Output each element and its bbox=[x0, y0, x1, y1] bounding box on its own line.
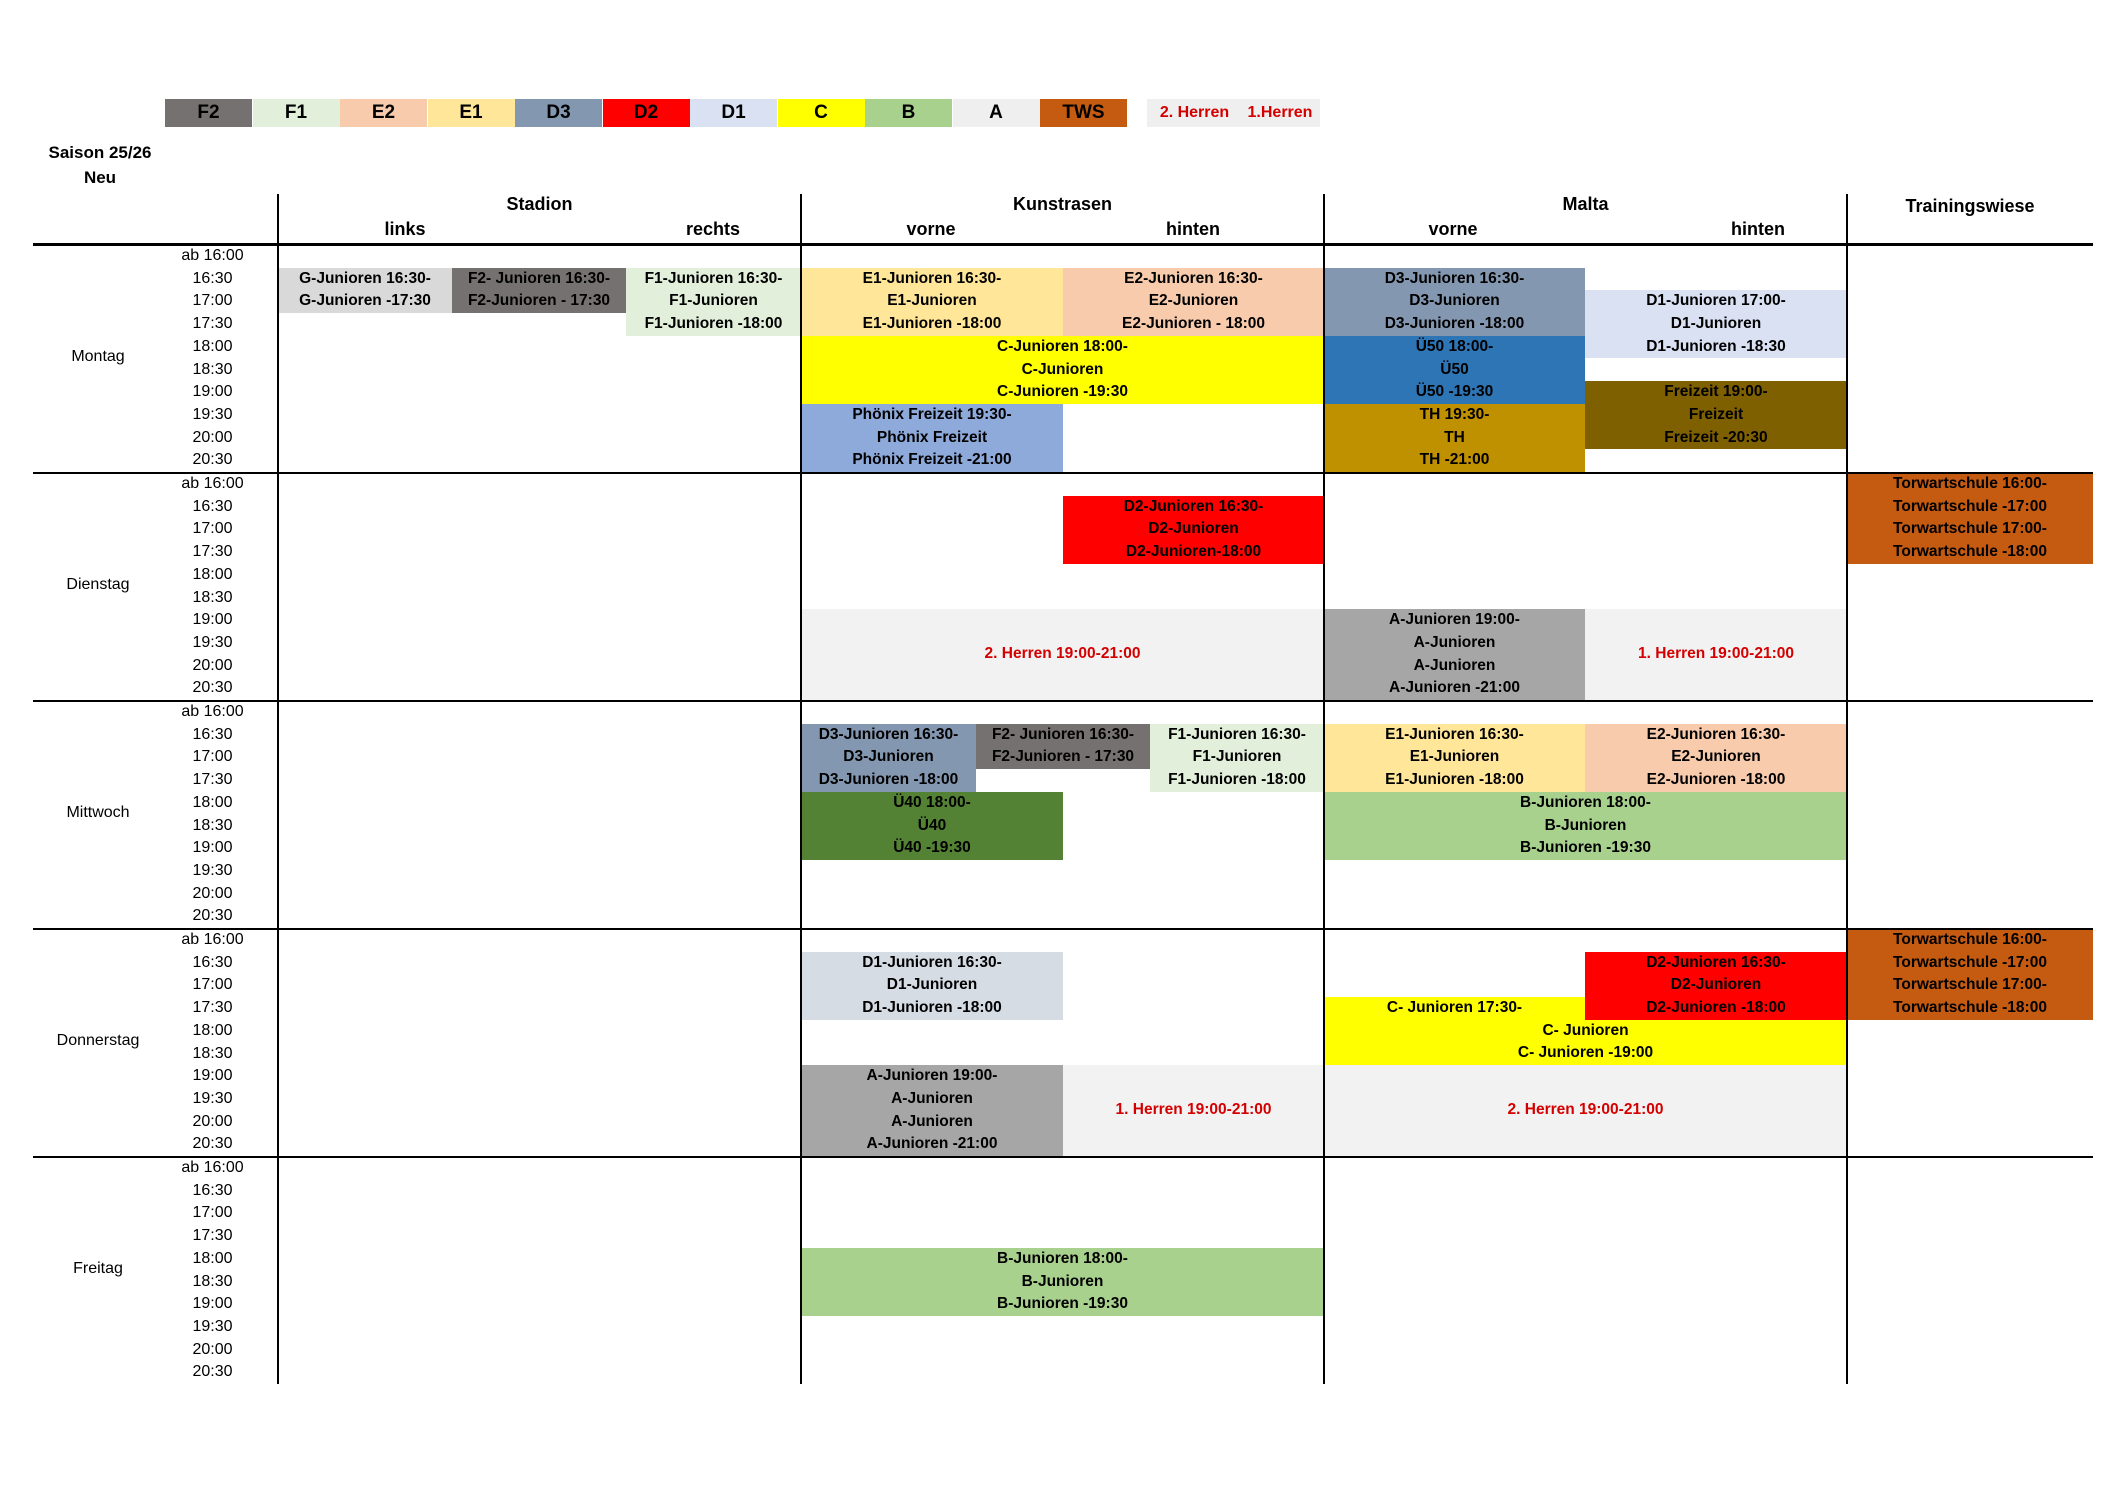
block-text-line: D3-Junioren 16:30- bbox=[818, 725, 959, 743]
block-text-line: A-Junioren -21:00 bbox=[866, 1135, 998, 1153]
day-label-dienstag: Dienstag bbox=[66, 575, 130, 593]
block-text-line: Torwartschule -18:00 bbox=[1893, 999, 2047, 1017]
time-label: 17:00 bbox=[192, 976, 233, 994]
block-text-line: E2-Junioren bbox=[1671, 748, 1761, 766]
training-block bbox=[1585, 724, 1847, 792]
subfield-kunstrasen-hinten: hinten bbox=[1166, 219, 1220, 239]
training-block bbox=[1324, 792, 1847, 860]
block-text-line: B-Junioren 18:00- bbox=[997, 1249, 1128, 1267]
subfield-rechts: rechts bbox=[685, 219, 741, 239]
block-text-line: F1-Junioren bbox=[1192, 748, 1282, 766]
training-block bbox=[801, 336, 1324, 404]
block-text-line: E1-Junioren 16:30- bbox=[862, 269, 1002, 287]
venue-kunstrasen: Kunstrasen bbox=[1012, 194, 1113, 214]
block-text-line: D2-Junioren bbox=[1148, 520, 1239, 538]
block-text-line: B-Junioren -19:30 bbox=[997, 1295, 1128, 1313]
training-block bbox=[1585, 290, 1847, 358]
block-text-line: C-Junioren -19:30 bbox=[997, 383, 1128, 401]
training-block bbox=[1324, 404, 1585, 472]
block-text-line: 1. Herren 19:00-21:00 bbox=[1115, 1101, 1272, 1119]
block-text-line: A-Junioren -21:00 bbox=[1389, 679, 1520, 697]
block-text-line: C- Junioren bbox=[1542, 1021, 1629, 1039]
block-text-line: C-Junioren 18:00- bbox=[997, 337, 1128, 355]
time-label: ab 16:00 bbox=[181, 1159, 244, 1176]
day-label-freitag: Freitag bbox=[73, 1259, 123, 1277]
block-text-line: E1-Junioren -18:00 bbox=[862, 315, 1002, 333]
block-text-line: Ü40 -19:30 bbox=[893, 839, 971, 857]
block-text-line: D2-Junioren 16:30- bbox=[1123, 497, 1264, 515]
time-label: 19:00 bbox=[192, 1067, 233, 1085]
training-block bbox=[452, 268, 626, 313]
block-text-line: E1-Junioren -18:00 bbox=[1385, 771, 1524, 789]
time-label: 18:00 bbox=[192, 337, 233, 355]
block-text-line: F1-Junioren -18:00 bbox=[1168, 771, 1306, 789]
block-text-line: Freizeit bbox=[1688, 405, 1744, 423]
block-text-line: A-Junioren bbox=[1413, 633, 1496, 651]
block-text-line: TH -21:00 bbox=[1419, 451, 1490, 469]
header-divider bbox=[33, 243, 2093, 246]
training-block bbox=[801, 1248, 1324, 1316]
block-text-line: Ü50 -19:30 bbox=[1415, 383, 1494, 401]
legend-item-d1: D1 bbox=[690, 99, 777, 127]
block-text-line: F1-Junioren 16:30- bbox=[1168, 725, 1306, 743]
block-text-line: C-Junioren bbox=[1021, 360, 1104, 378]
training-block bbox=[976, 724, 1150, 769]
block-text-line: D1-Junioren -18:00 bbox=[862, 999, 1002, 1017]
day-divider bbox=[33, 472, 2093, 474]
subfield-links: links bbox=[384, 219, 426, 239]
time-label: 17:00 bbox=[192, 748, 233, 766]
time-label: ab 16:00 bbox=[181, 475, 244, 492]
time-label: 19:30 bbox=[192, 633, 233, 651]
legend-item-c: C bbox=[778, 99, 865, 127]
training-block bbox=[801, 268, 1063, 336]
training-block bbox=[801, 404, 1063, 472]
block-text-line: D3-Junioren bbox=[1409, 292, 1500, 310]
training-block bbox=[1324, 336, 1585, 404]
block-text-line: A-Junioren 19:00- bbox=[866, 1067, 998, 1085]
training-block bbox=[626, 268, 801, 336]
block-text-line: D3-Junioren 16:30- bbox=[1384, 269, 1525, 287]
time-label: 16:30 bbox=[192, 269, 233, 287]
training-block bbox=[1150, 724, 1324, 792]
block-text-line: Phönix Freizeit bbox=[876, 428, 988, 446]
block-text-line: E2-Junioren - 18:00 bbox=[1122, 315, 1265, 333]
time-label: 16:30 bbox=[192, 725, 233, 743]
training-block bbox=[801, 724, 976, 792]
venue-malta: Malta bbox=[1562, 194, 1609, 214]
time-label: 20:30 bbox=[192, 1135, 233, 1153]
training-block bbox=[1847, 473, 2093, 564]
block-text-line: E2-Junioren bbox=[1148, 292, 1239, 310]
block-text-line: TH bbox=[1444, 428, 1465, 446]
block-text-line: Torwartschule 17:00- bbox=[1893, 520, 2047, 538]
training-block bbox=[801, 792, 1063, 860]
block-text-line: 2. Herren 19:00-21:00 bbox=[1507, 1101, 1664, 1119]
season-title: Saison 25/26 bbox=[48, 143, 152, 162]
legend-item-tws: TWS bbox=[1040, 99, 1127, 127]
time-label: ab 16:00 bbox=[181, 931, 244, 948]
block-text-line: F1-Junioren -18:00 bbox=[644, 315, 783, 333]
legend-1-herren: 1.Herren bbox=[1247, 104, 1313, 121]
block-text-line: C- Junioren -19:00 bbox=[1517, 1044, 1654, 1062]
block-text-line: E2-Junioren -18:00 bbox=[1646, 771, 1786, 789]
block-text-line: F2-Junioren - 17:30 bbox=[467, 292, 611, 310]
training-block bbox=[1324, 724, 1585, 792]
block-text-line: B-Junioren -19:30 bbox=[1520, 839, 1651, 857]
venue-trainingswiese: Trainingswiese bbox=[1905, 196, 2035, 216]
time-label: 17:30 bbox=[192, 771, 233, 789]
block-text-line: Torwartschule 16:00- bbox=[1893, 475, 2047, 492]
time-label: 20:30 bbox=[192, 451, 233, 469]
season-subtitle: Neu bbox=[83, 168, 117, 187]
time-label: 19:00 bbox=[192, 383, 233, 401]
legend-item-a: A bbox=[953, 99, 1040, 127]
time-label: 18:00 bbox=[192, 1021, 233, 1039]
block-text-line: D2-Junioren -18:00 bbox=[1646, 999, 1786, 1017]
training-block bbox=[1063, 268, 1324, 336]
legend-item-f1: F1 bbox=[253, 99, 340, 127]
block-text-line: D2-Junioren bbox=[1670, 976, 1762, 994]
block-text-line: Freizeit -20:30 bbox=[1664, 428, 1768, 446]
time-label: 19:00 bbox=[192, 1295, 233, 1313]
block-text-line: D1-Junioren -18:30 bbox=[1646, 337, 1786, 355]
block-text-line: E1-Junioren 16:30- bbox=[1385, 725, 1524, 743]
time-label: 18:30 bbox=[192, 1044, 233, 1062]
block-text-line: F2- Junioren 16:30- bbox=[467, 269, 611, 287]
block-text-line: B-Junioren bbox=[1544, 816, 1627, 834]
time-label: 17:30 bbox=[192, 999, 233, 1017]
time-label: 20:00 bbox=[192, 656, 233, 674]
block-text-line: Torwartschule 16:00- bbox=[1893, 931, 2047, 948]
legend-item-d2: D2 bbox=[603, 99, 690, 127]
training-block bbox=[1324, 1065, 1847, 1156]
venue-stadion: Stadion bbox=[506, 194, 573, 214]
block-text-line: F1-Junioren bbox=[669, 292, 758, 310]
training-block bbox=[1324, 609, 1585, 700]
block-text-line: Phönix Freizeit -21:00 bbox=[852, 451, 1012, 469]
time-label: 18:00 bbox=[192, 565, 233, 583]
subfield-malta-vorne: vorne bbox=[1428, 219, 1478, 239]
block-text-line: TH 19:30- bbox=[1419, 405, 1490, 423]
time-label: 20:30 bbox=[192, 907, 233, 925]
time-label: 18:30 bbox=[192, 588, 233, 606]
block-text-line: G-Junioren -17:30 bbox=[299, 292, 431, 310]
block-text-line: Ü50 bbox=[1440, 360, 1469, 378]
day-label-mittwoch: Mittwoch bbox=[66, 803, 130, 821]
training-block bbox=[801, 1065, 1063, 1156]
time-label: 20:30 bbox=[192, 679, 233, 697]
block-text-line: D3-Junioren bbox=[843, 748, 934, 766]
block-text-line: 2. Herren 19:00-21:00 bbox=[984, 645, 1141, 663]
time-label: 16:30 bbox=[192, 1181, 233, 1199]
block-text-line: Torwartschule -18:00 bbox=[1893, 543, 2047, 561]
training-block bbox=[1324, 268, 1585, 336]
legend-item-e1: E1 bbox=[428, 99, 515, 127]
block-text-line: A-Junioren 19:00- bbox=[1389, 611, 1520, 629]
block-text-line: D2-Junioren-18:00 bbox=[1125, 543, 1262, 561]
time-label: 18:30 bbox=[192, 360, 233, 378]
block-text-line: Ü50 18:00- bbox=[1415, 337, 1494, 355]
time-label: 17:30 bbox=[192, 1227, 233, 1245]
time-label: 18:00 bbox=[192, 793, 233, 811]
time-label: 20:00 bbox=[192, 1112, 233, 1130]
legend-item-b: B bbox=[865, 99, 952, 127]
day-label-montag: Montag bbox=[71, 347, 125, 365]
time-label: 20:00 bbox=[192, 428, 233, 446]
time-label: 18:00 bbox=[192, 1249, 233, 1267]
day-divider bbox=[33, 928, 2093, 930]
training-block bbox=[1847, 929, 2093, 1020]
venue-divider bbox=[1323, 194, 1325, 1384]
time-label: 20:30 bbox=[192, 1363, 233, 1381]
block-text-line: Torwartschule -17:00 bbox=[1893, 953, 2047, 971]
block-text-line: Torwartschule 17:00- bbox=[1893, 976, 2047, 994]
time-label: ab 16:00 bbox=[181, 247, 244, 264]
block-text-line: B-Junioren bbox=[1021, 1272, 1104, 1290]
training-block bbox=[801, 609, 1324, 700]
block-text-line: B-Junioren 18:00- bbox=[1520, 793, 1651, 811]
block-text-line: Ü40 18:00- bbox=[893, 793, 971, 811]
block-text-line: Ü40 bbox=[917, 816, 947, 834]
time-label: 17:00 bbox=[192, 520, 233, 538]
block-text-line: C- Junioren 17:30- bbox=[1386, 999, 1523, 1017]
time-label: 17:30 bbox=[192, 543, 233, 561]
time-label: 19:30 bbox=[192, 1089, 233, 1107]
block-text-line: D1-Junioren bbox=[886, 976, 978, 994]
block-text-line: F2- Junioren 16:30- bbox=[991, 725, 1135, 743]
training-block bbox=[278, 268, 452, 313]
time-label: 17:00 bbox=[192, 1204, 233, 1222]
time-label: ab 16:00 bbox=[181, 703, 244, 720]
block-text-line: A-Junioren bbox=[891, 1112, 973, 1130]
legend-item-d3: D3 bbox=[515, 99, 602, 127]
block-text-line: E1-Junioren bbox=[887, 292, 977, 310]
day-divider bbox=[33, 1156, 2093, 1158]
time-label: 16:30 bbox=[192, 497, 233, 515]
training-block bbox=[1585, 609, 1847, 700]
legend-item-e2: E2 bbox=[340, 99, 427, 127]
block-text-line: Phönix Freizeit 19:30- bbox=[852, 405, 1012, 423]
block-text-line: Torwartschule -17:00 bbox=[1893, 497, 2047, 515]
subfield-malta-hinten: hinten bbox=[1731, 219, 1785, 239]
time-label: 17:30 bbox=[192, 315, 233, 333]
time-label: 20:00 bbox=[192, 1340, 233, 1358]
day-label-donnerstag: Donnerstag bbox=[56, 1031, 140, 1049]
legend-item-f2: F2 bbox=[165, 99, 252, 127]
legend-2-herren: 2. Herren bbox=[1159, 104, 1230, 121]
block-text-line: D3-Junioren -18:00 bbox=[818, 771, 959, 789]
time-label: 19:30 bbox=[192, 405, 233, 423]
time-label: 18:30 bbox=[192, 816, 233, 834]
block-text-line: A-Junioren bbox=[891, 1089, 973, 1107]
training-block bbox=[1585, 381, 1847, 449]
time-label: 19:00 bbox=[192, 839, 233, 857]
training-block bbox=[1063, 496, 1324, 564]
time-label: 18:30 bbox=[192, 1272, 233, 1290]
block-text-line: D1-Junioren 16:30- bbox=[862, 953, 1002, 971]
time-label: 19:00 bbox=[192, 611, 233, 629]
block-text-line: 1. Herren 19:00-21:00 bbox=[1638, 645, 1794, 663]
block-text-line: D3-Junioren -18:00 bbox=[1384, 315, 1525, 333]
block-text-line: E2-Junioren 16:30- bbox=[1124, 269, 1263, 287]
time-label: 17:00 bbox=[192, 292, 233, 310]
time-label: 19:30 bbox=[192, 861, 233, 879]
block-text-line: G-Junioren 16:30- bbox=[299, 269, 431, 287]
block-text-line: E1-Junioren bbox=[1409, 748, 1500, 766]
time-label: 16:30 bbox=[192, 953, 233, 971]
block-text-line: D1-Junioren 17:00- bbox=[1646, 292, 1786, 310]
training-block bbox=[1324, 997, 1847, 1065]
training-block bbox=[801, 952, 1063, 1020]
venue-divider bbox=[1846, 194, 1848, 1384]
subfield-kunstrasen-vorne: vorne bbox=[906, 219, 956, 239]
block-text-line: A-Junioren bbox=[1413, 656, 1496, 674]
block-text-line: E2-Junioren 16:30- bbox=[1646, 725, 1786, 743]
training-block bbox=[1063, 1065, 1324, 1156]
block-text-line: F1-Junioren 16:30- bbox=[644, 269, 783, 287]
time-label: 19:30 bbox=[192, 1317, 233, 1335]
block-text-line: F2-Junioren - 17:30 bbox=[991, 748, 1135, 766]
time-label: 20:00 bbox=[192, 884, 233, 902]
venue-divider bbox=[800, 194, 802, 1384]
venue-divider bbox=[277, 194, 279, 1384]
day-divider bbox=[33, 700, 2093, 702]
block-text-line: Freizeit 19:00- bbox=[1664, 383, 1768, 401]
block-text-line: D1-Junioren bbox=[1670, 315, 1762, 333]
block-text-line: D2-Junioren 16:30- bbox=[1646, 953, 1786, 971]
